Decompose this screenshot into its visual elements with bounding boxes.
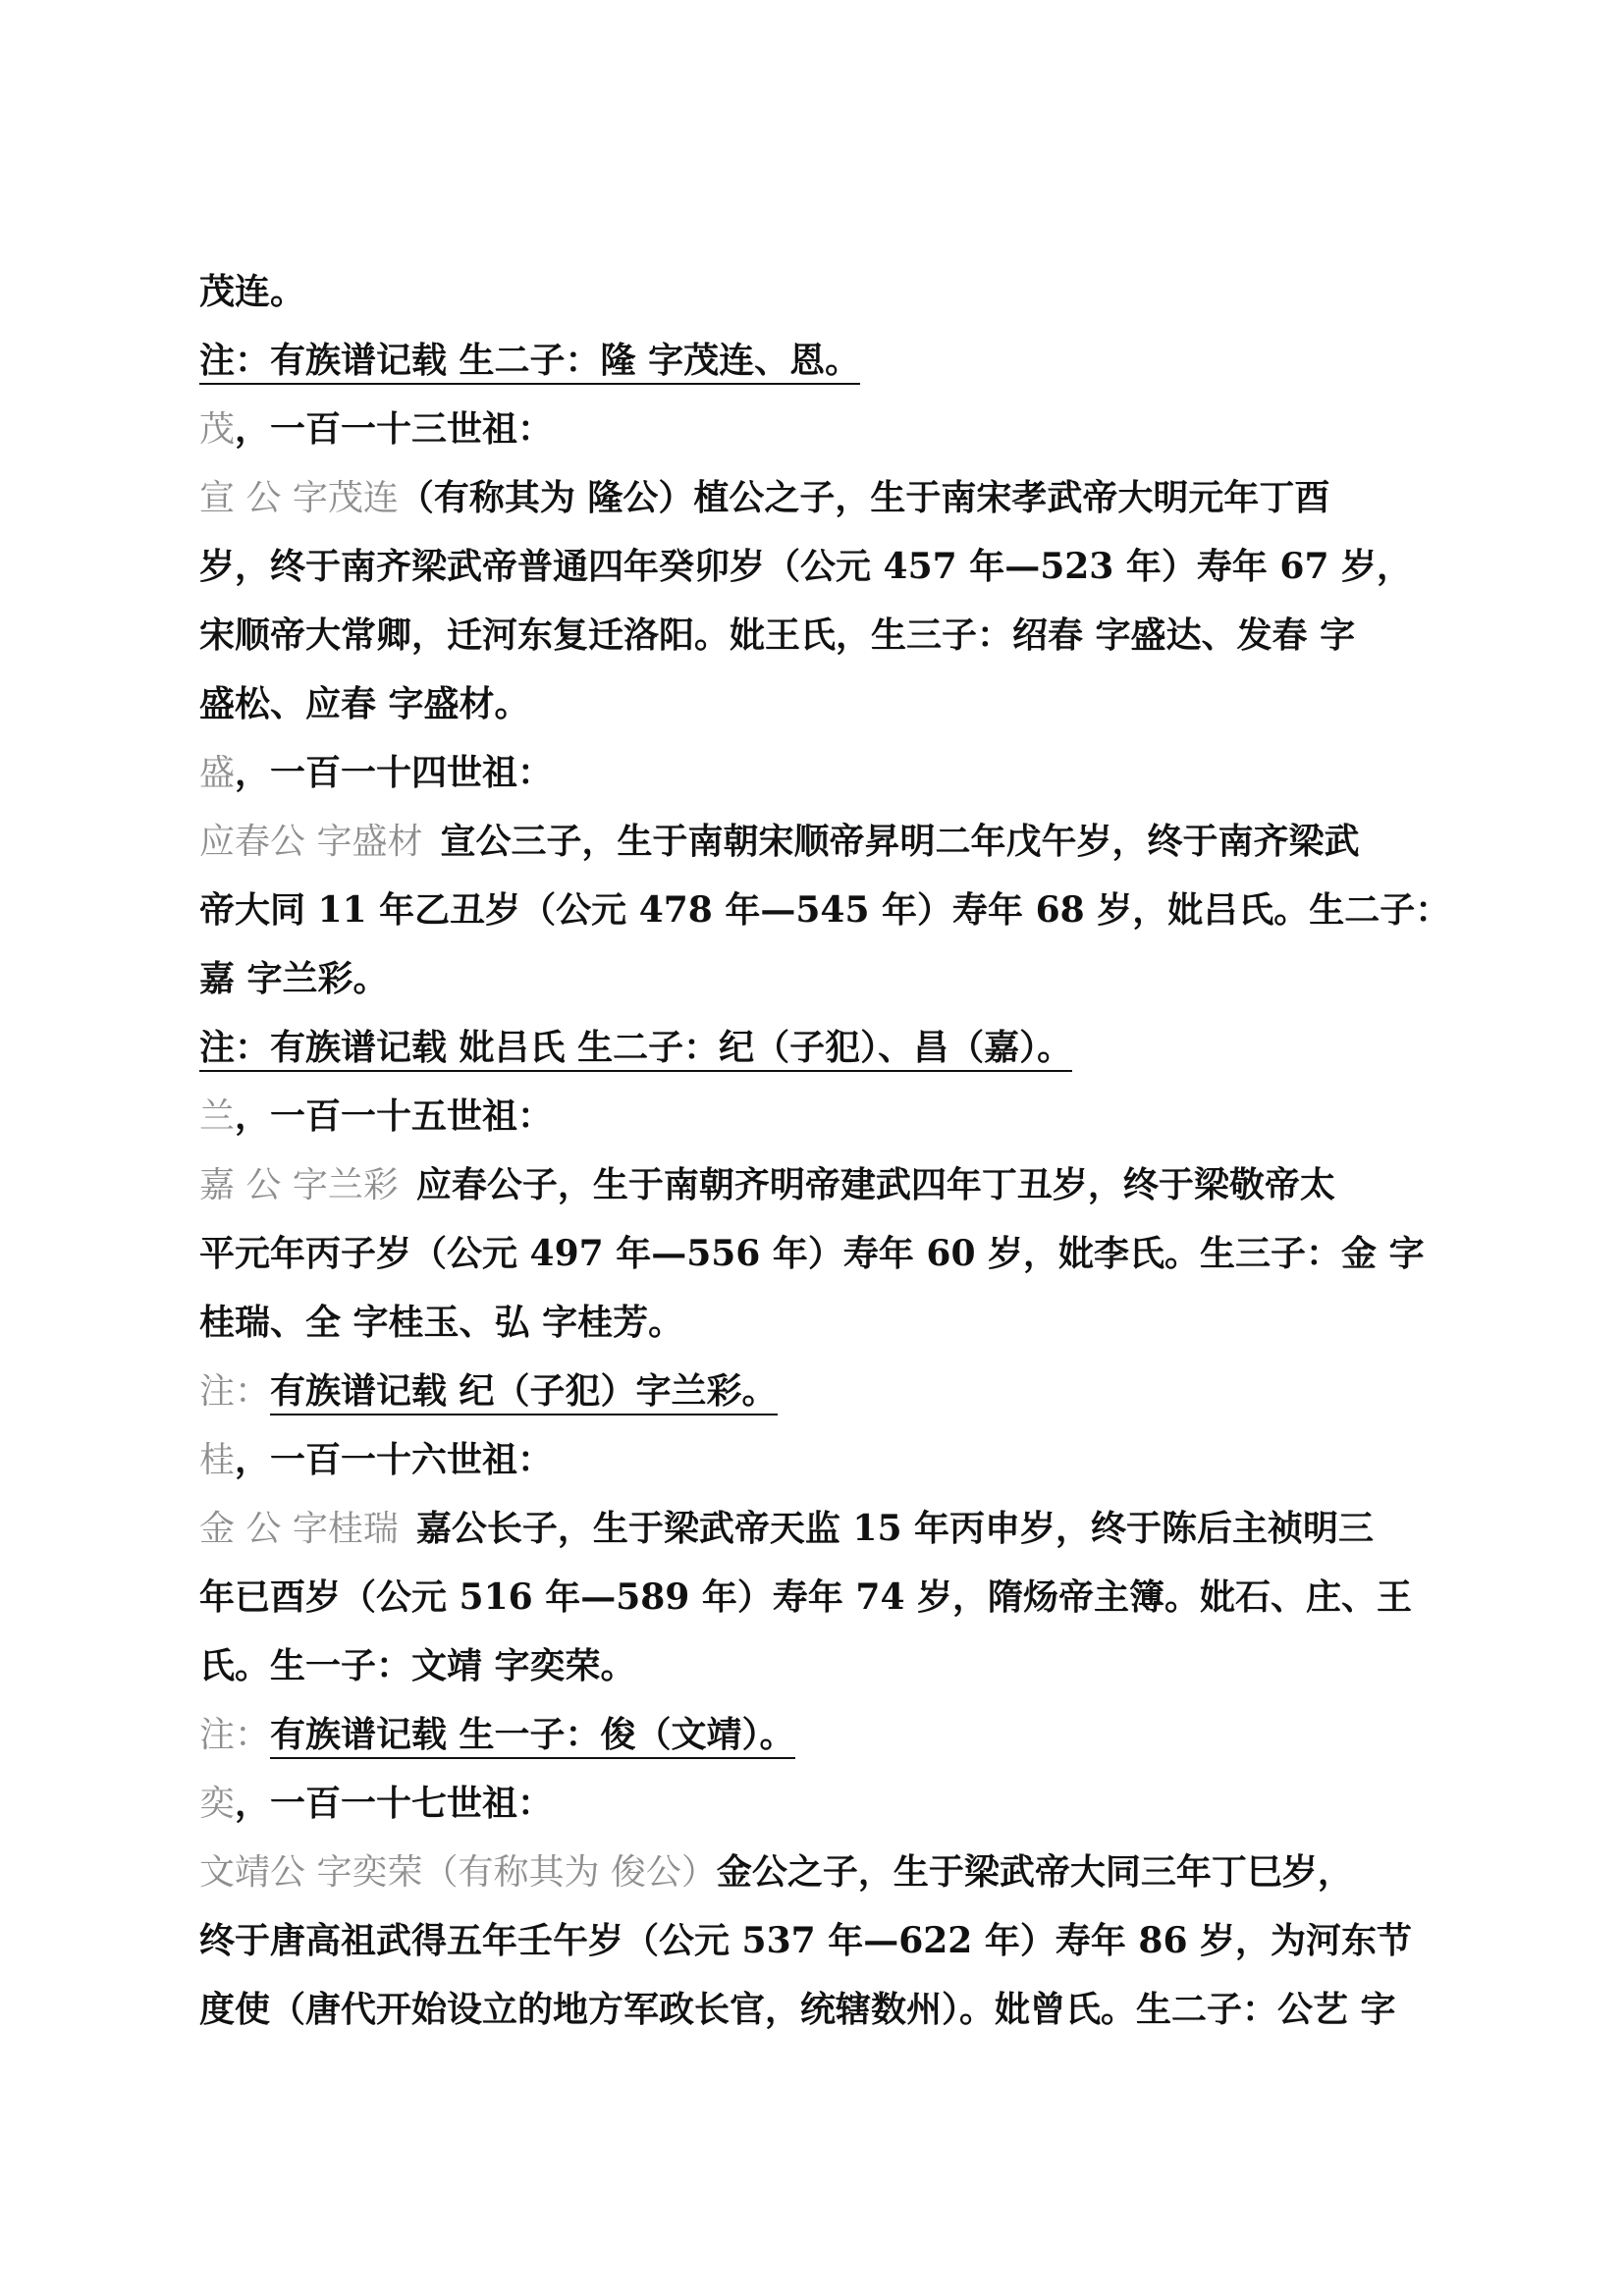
generation-heading-113: 茂，一百一十三世祖： — [199, 408, 554, 450]
text-line: 氏。生一子：文靖 字奕荣。 — [199, 1645, 636, 1686]
text-line: 嘉 公 字兰彩 应春公子，生于南朝齐明帝建武四年丁丑岁，终于梁敬帝太 — [199, 1164, 1335, 1205]
note-text: 注：有族谱记载 妣吕氏 生二子：纪（子犯）、昌（嘉）。 — [199, 1027, 1072, 1072]
generation-heading-117: 奕，一百一十七世祖： — [199, 1783, 554, 1824]
ancestor-name: 嘉 公 字兰彩 — [199, 1165, 399, 1205]
document-page — [199, 257, 1452, 2044]
ancestor-name: 宣 公 字茂连 — [199, 478, 399, 518]
text-line: 度使（唐代开始设立的地方军政长官，统辖数州）。妣曾氏。生二子：公艺 字 — [199, 1989, 1396, 2030]
generation-heading-115: 兰，一百一十五世祖： — [199, 1095, 554, 1137]
text-line: 应春公 字盛材 宣公三子，生于南朝宋顺帝昇明二年戊午岁，终于南齐梁武 — [199, 821, 1360, 862]
text-line: 年已酉岁（公元 516 年—589 年）寿年 74 岁，隋炀帝主簿。妣石、庄、王 — [199, 1576, 1413, 1618]
text-line: 盛松、应春 字盛材。 — [199, 683, 530, 724]
generation-char: 盛 — [199, 753, 236, 793]
ancestor-name: 文靖公 字奕荣（有称其为 俊公） — [199, 1852, 717, 1893]
note-label: 注： — [199, 1371, 271, 1412]
note-label: 注： — [199, 1715, 271, 1755]
text-line: 岁，终于南齐梁武帝普通四年癸卯岁（公元 457 年—523 年）寿年 67 岁， — [199, 546, 1413, 587]
generation-heading-116: 桂，一百一十六世祖： — [199, 1439, 554, 1480]
generation-char: 桂 — [199, 1440, 236, 1480]
generation-heading-114: 盛，一百一十四世祖： — [199, 752, 554, 793]
text-line: 桂瑞、全 字桂玉、弘 字桂芳。 — [199, 1302, 684, 1343]
note-line — [199, 1700, 1452, 1769]
text-line: 宋顺帝大常卿，迁河东复迁洛阳。妣王氏，生三子：绍春 字盛达、发春 字 — [199, 614, 1356, 656]
note-line — [199, 326, 1452, 395]
generation-char: 奕 — [199, 1784, 236, 1824]
note-text: 有族谱记载 纪（子犯）字兰彩。 — [270, 1370, 778, 1415]
ancestor-name: 金 公 字桂瑞 — [199, 1509, 399, 1549]
note-line — [199, 1013, 1452, 1082]
text-line: 茂连。 — [199, 271, 306, 312]
text-line: 文靖公 字奕荣（有称其为 俊公）金公之子，生于梁武帝大同三年丁巳岁， — [199, 1851, 1353, 1893]
generation-char: 兰 — [199, 1096, 236, 1137]
text-line: 终于唐高祖武得五年壬午岁（公元 537 年—622 年）寿年 86 岁，为河东节 — [199, 1920, 1413, 1961]
text-line: 金 公 字桂瑞 嘉公长子，生于梁武帝天监 15 年丙申岁，终于陈后主祯明三 — [199, 1508, 1375, 1549]
ancestor-name: 应春公 字盛材 — [199, 822, 423, 862]
text-line: 嘉 字兰彩。 — [199, 958, 389, 999]
text-line: 帝大同 11 年乙丑岁（公元 478 年—545 年）寿年 68 岁，妣吕氏。生二子： — [199, 889, 1451, 931]
text-line: 平元年丙子岁（公元 497 年—556 年）寿年 60 岁，妣李氏。生三子：金 字 — [199, 1233, 1425, 1274]
note-line — [199, 1357, 1452, 1425]
note-text: 有族谱记载 生一子：俊（文靖）。 — [270, 1714, 795, 1759]
note-text: 注：有族谱记载 生二子：隆 字茂连、恩。 — [199, 340, 860, 385]
generation-char: 茂 — [199, 409, 236, 450]
text-line: 宣 公 字茂连（有称其为 隆公）植公之子，生于南宋孝武帝大明元年丁酉 — [199, 477, 1330, 518]
